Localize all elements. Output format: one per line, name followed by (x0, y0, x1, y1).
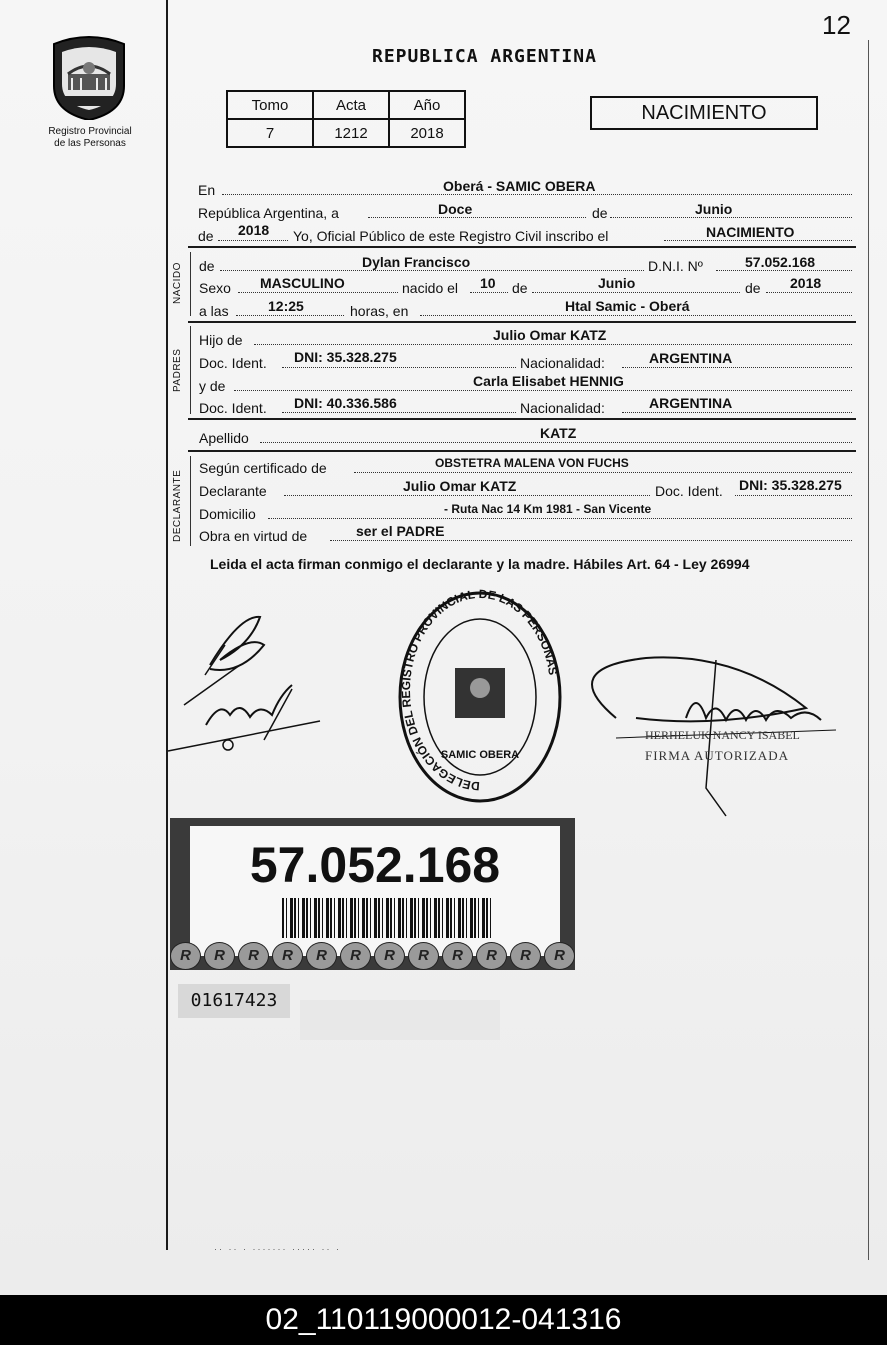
value-ano: 2018 (389, 119, 465, 147)
birth-time-value: 12:25 (268, 298, 304, 314)
y-de-label: y de (199, 378, 226, 394)
day-words-value: Doce (438, 201, 473, 217)
section-divider (188, 418, 856, 420)
r-watermark-icon: R (442, 942, 473, 970)
republica-label: República Argentina, a (198, 205, 339, 221)
file-identifier: 02_110119000012-041316 (265, 1303, 622, 1336)
inscribo-statement: Yo, Oficial Público de este Registro Civil inscribo el (293, 228, 609, 244)
r-watermark-icon: R (340, 942, 371, 970)
fill-line (220, 270, 644, 271)
section-bar (190, 252, 191, 316)
left-margin-line (166, 0, 168, 1250)
father-nationality-value: ARGENTINA (649, 350, 733, 366)
sexo-value: MASCULINO (260, 275, 345, 291)
apellido-value: KATZ (540, 425, 577, 441)
authorized-caption: FIRMA AUTORIZADA (645, 748, 789, 763)
r-watermark-icon: R (204, 942, 235, 970)
nacido-de-label: de (199, 258, 215, 274)
value-tomo: 7 (227, 119, 313, 147)
nacionalidad-label: Nacionalidad: (520, 355, 605, 371)
declarante-section-label: DECLARANTE (172, 469, 183, 542)
fill-line (470, 292, 508, 293)
header-tomo: Tomo (227, 91, 313, 119)
r-watermark-icon: R (170, 942, 201, 970)
fill-line (254, 344, 852, 345)
r-watermark-icon: R (510, 942, 541, 970)
section-bar (190, 456, 191, 546)
father-name-value: Julio Omar KATZ (493, 327, 607, 343)
fill-line (716, 270, 852, 271)
record-kind-value: NACIMIENTO (706, 224, 795, 240)
domicilio-value: - Ruta Nac 14 Km 1981 - San Vicente (444, 502, 652, 516)
faded-area (300, 1000, 500, 1040)
birth-day-value: 10 (480, 275, 496, 291)
de2-label: de (198, 228, 214, 244)
doc-ident-label: Doc. Ident. (199, 355, 267, 371)
sexo-label: Sexo (199, 280, 231, 296)
faint-bottom-text: ·· ·· · ······· ····· ·· · (214, 1244, 341, 1254)
declarante-doc-value: DNI: 35.328.275 (739, 477, 842, 493)
declarante-label: Declarante (199, 483, 267, 499)
barcode-icon (282, 898, 492, 938)
right-margin-line (868, 40, 869, 1260)
fill-line (420, 315, 852, 316)
r-watermark-icon: R (374, 942, 405, 970)
fill-line (236, 315, 344, 316)
registry-name: Registro Provincial de las Personas (48, 126, 132, 149)
month-value: Junio (695, 201, 733, 217)
doc-ident-label-2: Doc. Ident. (199, 400, 267, 416)
padres-section-label: PADRES (172, 348, 183, 392)
fill-line (368, 217, 586, 218)
birth-year-value: 2018 (790, 275, 822, 291)
stamp-ring-text: DELEGACIÓN DEL REGISTRO PROVINCIAL DE LAS PERSONAS (398, 586, 561, 794)
footer-bar (0, 1295, 887, 1345)
en-label: En (198, 182, 216, 198)
fill-line (622, 412, 852, 413)
dni-sticker (170, 818, 575, 970)
record-type-box: NACIMIENTO (590, 96, 818, 130)
header-ano: Año (389, 91, 465, 119)
closing-statement: Leida el acta firman conmigo el declarante y la madre. Hábiles Art. 64 - Ley 26994 (210, 556, 750, 572)
reference-table (226, 90, 466, 148)
fill-line (218, 240, 288, 241)
de-label-3: de (745, 280, 761, 296)
section-divider (188, 450, 856, 452)
dni-label: D.N.I. Nº (648, 258, 703, 274)
r-watermark-icon: R (238, 942, 269, 970)
nacido-el-label: nacido el (402, 280, 459, 296)
de-label-2: de (512, 280, 528, 296)
year-value: 2018 (238, 222, 270, 238)
obra-label: Obra en virtud de (199, 528, 308, 544)
fill-line (234, 390, 852, 391)
mother-doc-value: DNI: 40.336.586 (294, 395, 397, 411)
fill-line (330, 540, 852, 541)
fill-line (260, 442, 852, 443)
r-watermark-icon: R (272, 942, 303, 970)
stamp-center-text: SAMIC OBERA (440, 749, 520, 761)
father-doc-value: DNI: 35.328.275 (294, 349, 397, 365)
fill-line (282, 367, 516, 368)
section-divider (188, 321, 856, 323)
fill-line (282, 412, 516, 413)
provincial-coat-of-arms-icon (48, 34, 130, 120)
declarant-signature (180, 605, 330, 765)
serial-number: 01617423 (178, 984, 290, 1018)
section-bar (190, 326, 191, 414)
place-value: Oberá - SAMIC OBERA (443, 178, 596, 194)
fill-line (610, 217, 852, 218)
fill-line (664, 240, 852, 241)
birth-month-value: Junio (598, 275, 636, 291)
mother-nationality-value: ARGENTINA (649, 395, 733, 411)
birth-place-value: Htal Samic - Oberá (565, 298, 690, 314)
fill-line (354, 472, 852, 473)
certificado-label: Según certificado de (199, 460, 327, 476)
certificado-value: OBSTETRA MALENA VON FUCHS (435, 456, 629, 470)
page-number: 12 (822, 10, 851, 40)
authorized-name: HERHELUK NANCY ISABEL (645, 728, 800, 742)
fill-line (735, 495, 852, 496)
fill-line (532, 292, 740, 293)
a-las-label: a las (199, 303, 229, 319)
nacido-section-label: NACIDO (172, 262, 183, 304)
domicilio-label: Domicilio (199, 506, 256, 522)
document-title: REPUBLICA ARGENTINA (372, 46, 597, 67)
fill-line (766, 292, 852, 293)
child-dni-value: 57.052.168 (745, 254, 816, 270)
header-acta: Acta (313, 91, 389, 119)
r-watermark-icon: R (408, 942, 439, 970)
hijo-de-label: Hijo de (199, 332, 243, 348)
dni-sticker-inner (190, 826, 560, 956)
de-label: de (592, 205, 608, 221)
official-stamp (395, 588, 565, 806)
nacionalidad-label-2: Nacionalidad: (520, 400, 605, 416)
security-strip (170, 942, 575, 970)
fill-line (284, 495, 650, 496)
fill-line (238, 292, 398, 293)
declarante-doc-label: Doc. Ident. (655, 483, 723, 499)
section-divider (188, 246, 856, 248)
dni-sticker-number: 57.052.168 (249, 837, 501, 893)
r-watermark-icon: R (544, 942, 575, 970)
child-name-value: Dylan Francisco (362, 254, 471, 270)
r-watermark-icon: R (476, 942, 507, 970)
fill-line (222, 194, 852, 195)
declarante-name-value: Julio Omar KATZ (403, 478, 517, 494)
apellido-label: Apellido (199, 430, 249, 446)
horas-label: horas, en (350, 303, 409, 319)
fill-line (622, 367, 852, 368)
r-watermark-icon: R (306, 942, 337, 970)
mother-name-value: Carla Elisabet HENNIG (473, 373, 624, 389)
value-acta: 1212 (313, 119, 389, 147)
fill-line (268, 518, 852, 519)
obra-value: ser el PADRE (356, 523, 445, 539)
